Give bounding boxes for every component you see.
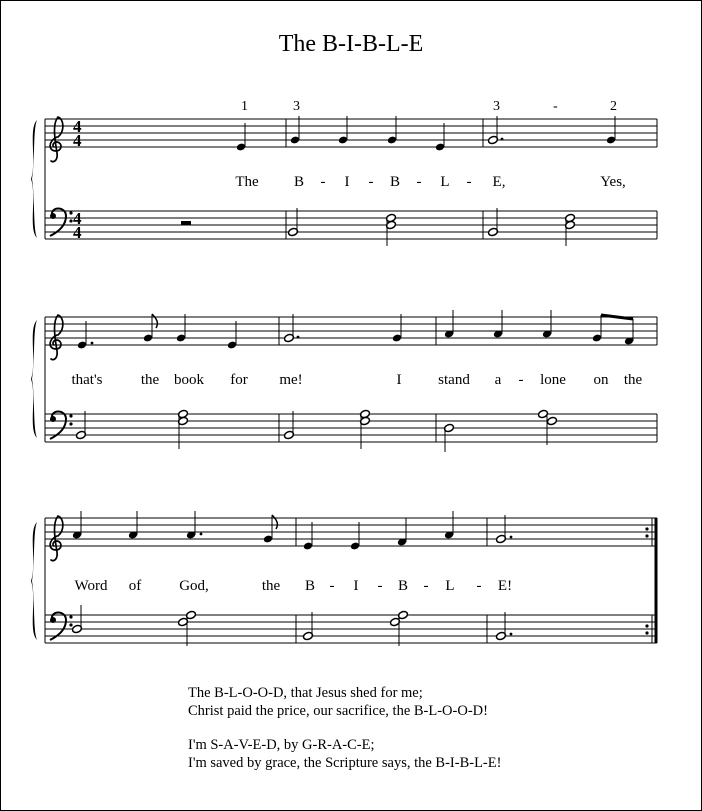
svg-text:4: 4 [73,117,82,136]
svg-text:book: book [174,372,204,388]
svg-text:-: - [416,174,422,190]
svg-text:I: I [396,372,402,388]
svg-text:Yes,: Yes, [600,174,626,190]
brace-icon [31,120,37,238]
bass-staff [45,615,657,643]
note [236,123,246,151]
brace-icon [31,320,37,438]
bass-staff [45,414,657,442]
svg-text:I: I [344,174,350,190]
svg-text:E!: E! [497,578,513,594]
final-repeat-barline [645,518,656,643]
beamed-notes [592,315,634,345]
treble-staff [45,119,657,147]
svg-text:a: a [494,372,502,388]
verse-2 [188,684,501,720]
svg-text:for: for [230,372,248,388]
lyrics-line-1 [235,174,625,190]
finger-number: - [553,99,558,114]
lyrics-line-3 [75,578,513,594]
svg-text:me!: me! [279,372,303,388]
chord [178,610,197,646]
note [488,208,499,237]
svg-text:4: 4 [73,209,82,228]
finger-number: 1 [241,99,248,114]
svg-text:4: 4 [73,223,82,242]
note [387,116,397,144]
svg-text:-: - [368,174,374,190]
chord [386,213,397,246]
chord [72,605,83,634]
treble-clef-icon [50,117,63,162]
note [288,208,299,237]
brace-icon [31,522,37,640]
chord [538,409,558,445]
chord [178,409,189,449]
fingering-row [241,99,617,114]
svg-text:on: on [593,372,609,388]
svg-text:-: - [476,578,482,594]
svg-text:-: - [466,174,472,190]
finger-number: 3 [493,99,500,114]
note [284,411,295,440]
svg-text:4: 4 [73,131,82,150]
chord [360,409,371,449]
note [227,321,237,349]
svg-text:B: B [304,578,316,594]
svg-text:-: - [320,174,326,190]
rest [181,221,191,225]
svg-text:The: The [235,174,259,190]
note [435,123,445,151]
svg-text:B: B [293,174,305,190]
svg-text:-: - [329,578,335,594]
note [290,116,300,144]
finger-number: 2 [610,99,617,114]
note [303,612,314,641]
svg-text:the: the [261,578,281,594]
treble-clef-icon [50,315,63,360]
verse-line: The B-L-O-O-D, that Jesus shed for me; [188,685,423,701]
note [392,314,402,342]
verse-3 [188,736,501,772]
note [338,116,348,144]
svg-text:Word: Word [74,578,108,594]
extra-verses [188,684,501,788]
verse-line: I'm saved by grace, the Scripture says, the B-I-B-L-E! [188,755,502,771]
svg-text:L: L [445,578,455,594]
svg-text:lone: lone [540,372,566,388]
verse-line: I'm S-A-V-E-D, by G-R-A-C-E; [188,737,375,753]
note [176,314,186,342]
treble-staff [45,317,657,345]
chord [390,610,409,646]
system-2 [31,310,657,452]
chord [565,213,576,246]
svg-text:the: the [623,372,643,388]
time-signature [73,117,82,242]
system-1 [31,99,657,246]
svg-text:-: - [377,578,383,594]
system-3 [31,511,657,646]
svg-text:E,: E, [492,174,506,190]
note [444,423,455,452]
svg-text:God,: God, [179,578,209,594]
finger-number: 3 [293,99,300,114]
page-title: The B-I-B-L-E [278,31,424,57]
svg-text:L: L [440,174,450,190]
note [303,522,313,550]
treble-clef-icon [50,516,63,561]
svg-text:stand: stand [438,372,470,388]
svg-text:of: of [128,578,142,594]
lyrics-line-2 [71,372,642,388]
svg-text:that's: that's [71,372,103,388]
svg-text:I: I [353,578,359,594]
note [350,522,360,550]
note [606,116,616,144]
svg-text:the: the [140,372,160,388]
svg-text:B: B [389,174,401,190]
note [76,411,87,440]
svg-text:-: - [518,372,524,388]
verse-line: Christ paid the price, our sacrifice, the B-L-O-O-D! [188,703,488,719]
svg-text:-: - [423,578,429,594]
svg-text:B: B [397,578,409,594]
